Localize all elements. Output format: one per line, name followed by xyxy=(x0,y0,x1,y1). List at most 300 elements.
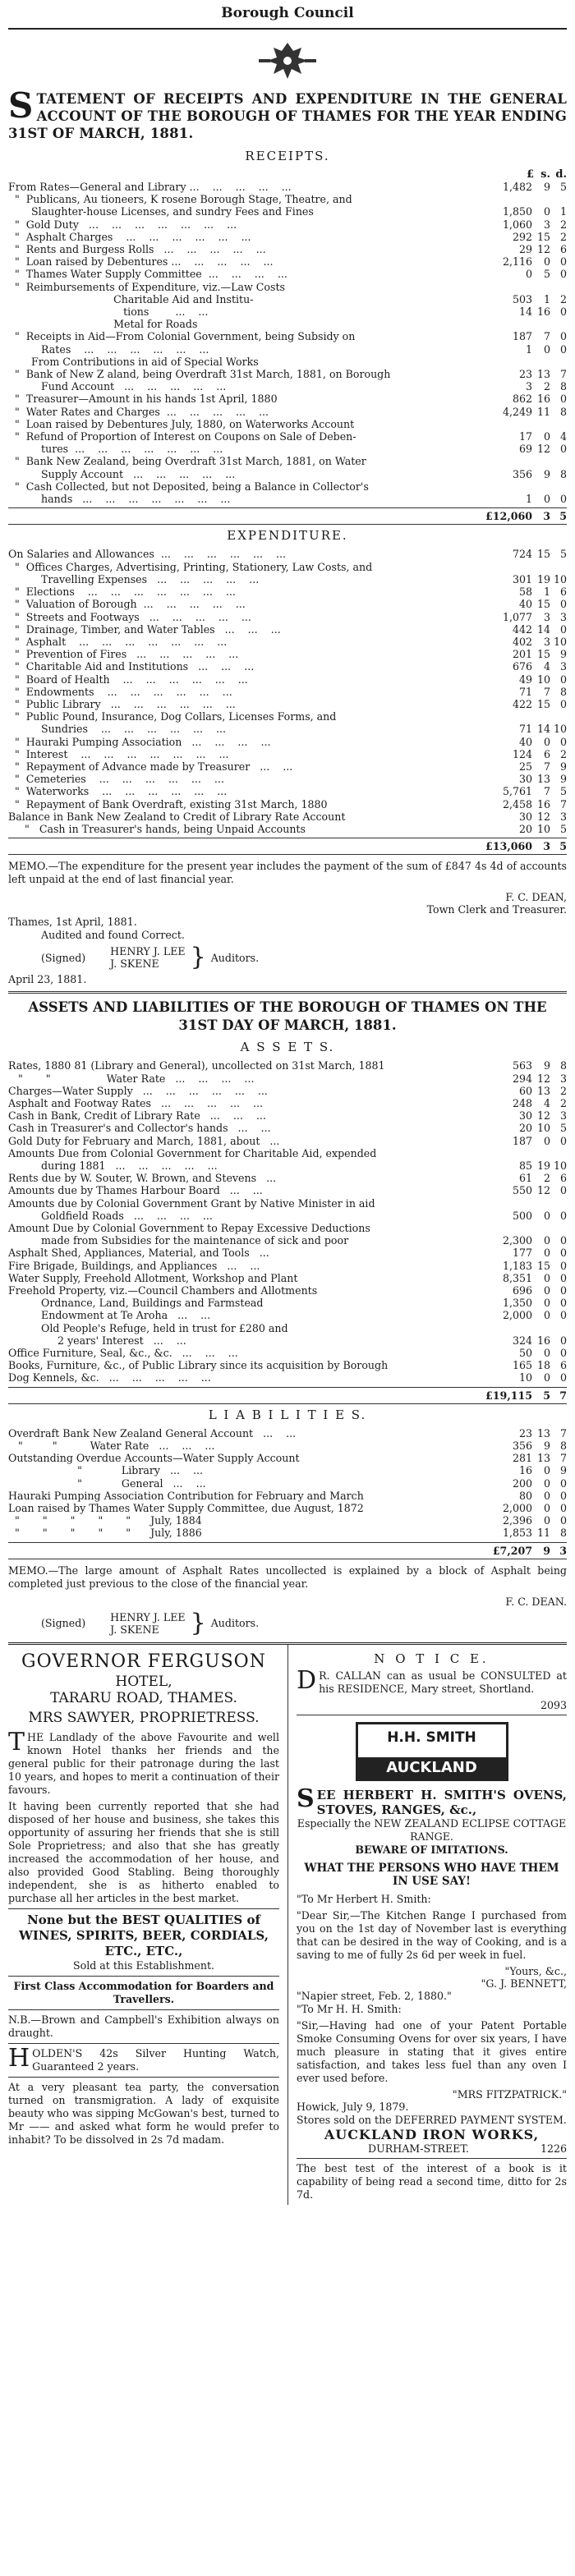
watch-ad: HOLDEN'S 42s Silver Hunting Watch, Guaranteed 2 years. xyxy=(8,2043,279,2073)
row-pence: 0 xyxy=(559,697,567,710)
row-label: Asphalt and Footway Rates ... ... ... ... ... xyxy=(8,1096,264,1109)
row-label: " Asphalt Charges ... ... ... ... ... ... xyxy=(8,230,251,243)
hotel-nb: N.B.—Brown and Campbell's Exhibition always on draught. xyxy=(8,2013,279,2039)
row-label: " Water Rates and Charges ... ... ... ... ... xyxy=(8,405,269,418)
row-shillings: 0 xyxy=(543,1489,550,1502)
row-pence xyxy=(550,318,567,330)
asset-row xyxy=(8,1297,567,1309)
row-pence xyxy=(550,418,567,430)
row-label: " Asphalt ... ... ... ... ... ... ... xyxy=(8,635,228,648)
receipt-row xyxy=(8,443,567,455)
row-pounds: 8,351 xyxy=(502,1271,532,1284)
row-shillings: 7 xyxy=(543,785,550,798)
column-headers xyxy=(8,168,567,181)
row-label: " Board of Health ... ... ... ... ... ... xyxy=(8,673,248,686)
row-pence: 9 xyxy=(559,648,567,661)
asset-row xyxy=(8,1122,567,1134)
row-pence: 0 xyxy=(559,1271,567,1284)
row-pounds: 422 xyxy=(512,697,532,710)
row-pounds: 80 xyxy=(518,1489,532,1502)
row-pence: 7 xyxy=(559,368,567,381)
row-pounds: 200 xyxy=(512,1476,532,1490)
testimonial-text: "Sir,—Having had one of your Patent Portable Smoke Consuming Ovens for over six years, I have much pleasure in stating that it gives entire satisfaction, and takes less fuel than any oven I ever used before. xyxy=(297,2018,567,2084)
row-shillings: 9 xyxy=(543,181,550,193)
row-pounds: 2,300 xyxy=(502,1234,532,1247)
row-shillings xyxy=(532,561,550,573)
expenditure-row xyxy=(8,611,567,623)
row-pounds: 23 xyxy=(518,368,532,381)
row-pence: 5 xyxy=(559,785,567,798)
col-pence: d. xyxy=(555,168,567,181)
row-label: Office Furniture, Seal, &c., &c. ... ... ... xyxy=(8,1347,238,1360)
row-shillings: 0 xyxy=(543,430,550,443)
row-label: Metal for Roads xyxy=(8,318,198,331)
col-pounds: £ xyxy=(526,168,534,181)
row-label: " Waterworks ... ... ... ... ... ... xyxy=(8,785,228,798)
row-pounds: 58 xyxy=(518,585,532,599)
row-label: " Offices Charges, Advertising, Printing, Stationery, Law Costs, and xyxy=(8,560,373,573)
row-pounds: 29 xyxy=(518,243,532,256)
row-shillings: 3 xyxy=(543,610,550,623)
row-shillings: 15 xyxy=(536,697,550,710)
row-shillings xyxy=(532,1147,550,1159)
row-pence: 3 xyxy=(559,1109,567,1123)
row-pence: 8 xyxy=(559,685,567,698)
expenditure-row xyxy=(8,561,567,573)
row-label: " Public Library ... ... ... ... ... ... xyxy=(8,697,236,710)
row-shillings: 0 xyxy=(543,1464,550,1477)
row-pounds: 30 xyxy=(518,810,532,823)
row-shillings: 13 xyxy=(536,773,550,786)
testimonial-address: Howick, July 9, 1879. xyxy=(297,2100,409,2113)
row-pence: 0 xyxy=(559,1259,567,1272)
row-pounds xyxy=(485,710,532,723)
row-shillings xyxy=(532,281,550,293)
asset-row xyxy=(8,1135,567,1147)
row-pence xyxy=(550,561,567,573)
row-pounds: 563 xyxy=(512,1059,532,1072)
row-label: " Prevention of Fires ... ... ... ... ... xyxy=(8,648,239,661)
row-pence: 0 xyxy=(559,255,567,269)
row-shillings: 15 xyxy=(536,1259,550,1272)
asset-row xyxy=(8,1097,567,1109)
row-pence xyxy=(550,1322,567,1334)
row-pence: 10 xyxy=(553,635,567,648)
expenditure-row xyxy=(8,823,567,835)
receipt-row xyxy=(8,305,567,318)
row-shillings: 11 xyxy=(536,405,550,418)
row-shillings xyxy=(532,1222,550,1234)
row-pounds: 2,396 xyxy=(502,1514,532,1527)
testimonial-text: "Dear Sir,—The Kitchen Range I purchased from you on the 1st day of November last is everything that can be desired in the way of Cooking, and is a saving to me of fully 2s 6d per week in fuel. xyxy=(297,1908,567,1961)
row-pounds: 60 xyxy=(518,1084,532,1097)
expenditure-row xyxy=(8,585,567,598)
row-pounds: 4,249 xyxy=(502,405,532,418)
row-shillings: 0 xyxy=(543,1297,550,1310)
row-pounds xyxy=(485,418,532,430)
row-pence: 7 xyxy=(559,797,567,810)
row-shillings: 7 xyxy=(543,760,550,773)
row-pounds: 201 xyxy=(512,648,532,661)
row-label: " Charitable Aid and Institutions ... ... ... xyxy=(8,660,255,673)
row-pounds: 724 xyxy=(512,548,532,561)
row-shillings: 12 xyxy=(536,810,550,823)
asset-row xyxy=(8,1172,567,1184)
liability-row xyxy=(8,1427,567,1440)
row-pounds xyxy=(485,1222,532,1234)
row-pounds: 301 xyxy=(512,572,532,585)
row-pounds: 1,060 xyxy=(502,218,532,231)
row-label: " " Water Rate ... ... ... xyxy=(8,1440,215,1453)
row-pounds: 20 xyxy=(518,822,532,835)
asset-row xyxy=(8,1222,567,1234)
row-shillings: 11 xyxy=(536,1527,550,1540)
liability-row xyxy=(8,1440,567,1452)
row-pounds: 187 xyxy=(512,330,532,343)
auditors-signature: (Signed) HENRY J. LEE J. SKENE } Auditors. xyxy=(41,1608,260,1637)
row-pence: 6 xyxy=(559,243,567,256)
row-pounds: 50 xyxy=(518,1347,532,1360)
row-pence: 0 xyxy=(559,1134,567,1147)
row-pence: 8 xyxy=(559,1440,567,1453)
row-pounds xyxy=(485,1147,532,1159)
row-label: 2 years' Interest ... ... xyxy=(8,1334,186,1347)
row-label: " Streets and Footways ... ... ... ... ... xyxy=(8,610,251,623)
testimonial-to: "To Mr H. H. Smith: xyxy=(297,2002,402,2015)
row-pence: 0 xyxy=(559,342,567,356)
row-shillings: 0 xyxy=(543,255,550,269)
asset-row xyxy=(8,1147,567,1159)
logo-city: AUCKLAND xyxy=(358,1757,506,1779)
row-pence: 10 xyxy=(553,572,567,585)
row-shillings: 19 xyxy=(536,1159,550,1172)
receipt-row xyxy=(8,418,567,430)
receipt-row xyxy=(8,243,567,255)
row-pence xyxy=(550,193,567,205)
hotel-word: HOTEL, xyxy=(115,1673,172,1690)
row-pounds: 2,000 xyxy=(502,1309,532,1322)
row-pounds xyxy=(485,480,532,493)
testimonial-yours: "Yours, &c., xyxy=(504,1964,567,1977)
row-pounds: 0 xyxy=(525,268,532,281)
row-label: " Drainage, Timber, and Water Tables ... ... ... xyxy=(8,622,281,636)
row-shillings: 1 xyxy=(543,585,550,599)
row-shillings xyxy=(532,455,550,467)
row-pence: 6 xyxy=(559,585,567,599)
row-label: " Thames Water Supply Committee ... ... ... ... xyxy=(8,268,288,281)
row-pence: 0 xyxy=(559,1209,567,1222)
row-pence: 10 xyxy=(553,723,567,736)
row-pounds: 2,116 xyxy=(502,255,532,269)
asset-row xyxy=(8,1260,567,1272)
row-pence: 4 xyxy=(559,430,567,443)
receipt-row xyxy=(8,406,567,418)
clerk-name: F. C. DEAN. xyxy=(505,1595,567,1608)
smith-logo xyxy=(356,1722,508,1781)
row-label: Endowment at Te Aroha ... ... xyxy=(8,1309,211,1322)
asset-row xyxy=(8,1272,567,1284)
row-shillings xyxy=(532,480,550,493)
testimonial-to: "To Mr Herbert H. Smith: xyxy=(297,1892,431,1905)
row-shillings xyxy=(532,418,550,430)
liability-row xyxy=(8,1514,567,1527)
row-shillings: 0 xyxy=(543,342,550,356)
row-pence xyxy=(550,455,567,467)
liabilities-total: £7,207 9 3 xyxy=(8,1542,567,1559)
row-shillings: 15 xyxy=(536,548,550,561)
row-shillings: 4 xyxy=(543,1096,550,1109)
memo-asphalt: MEMO.—The large amount of Asphalt Rates uncollected is explained by a block of Asphalt being completed just previous to the close of the financial year. xyxy=(8,1564,567,1590)
row-label: Travelling Expenses ... ... ... ... ... xyxy=(8,572,260,585)
iron-works: AUCKLAND IRON WORKS, xyxy=(324,2126,540,2142)
row-pence xyxy=(550,281,567,293)
row-pence: 10 xyxy=(553,1159,567,1172)
auditors-label: Auditors. xyxy=(210,951,260,964)
row-label: Fire Brigade, Buildings, and Appliances ... ... xyxy=(8,1259,260,1272)
asset-row xyxy=(8,1184,567,1196)
expenditure-row xyxy=(8,736,567,748)
row-shillings: 19 xyxy=(536,572,550,585)
expenditure-row xyxy=(8,723,567,735)
row-shillings: 16 xyxy=(536,1334,550,1347)
row-pence: 7 xyxy=(559,1452,567,1465)
row-label: From Rates—General and Library ... ... ... ... ... xyxy=(8,181,292,193)
asset-row xyxy=(8,1085,567,1097)
hotel-ad xyxy=(8,1645,288,2205)
row-label: " Reimbursements of Expenditure, viz.—Law Costs xyxy=(8,280,285,293)
row-label: " Cash in Treasurer's hands, being Unpaid Accounts xyxy=(8,822,306,835)
liability-row xyxy=(8,1477,567,1490)
row-pence: 0 xyxy=(559,622,567,636)
row-shillings: 12 xyxy=(536,1184,550,1197)
row-shillings: 12 xyxy=(536,443,550,456)
row-pounds: 248 xyxy=(512,1096,532,1109)
row-label: Goldfield Roads ... ... ... ... xyxy=(8,1209,213,1222)
row-pence: 5 xyxy=(559,822,567,835)
liability-row xyxy=(8,1502,567,1514)
row-shillings: 16 xyxy=(536,393,550,406)
receipt-row xyxy=(8,205,567,218)
receipts-table xyxy=(8,181,567,505)
smith-what: WHAT THE PERSONS WHO HAVE THEM IN USE SAY! xyxy=(304,1861,559,1888)
borough-crest-icon xyxy=(242,36,333,85)
row-pounds: 500 xyxy=(512,1209,532,1222)
expenditure-row xyxy=(8,760,567,773)
expenditure-table xyxy=(8,548,567,835)
row-label: " Public Pound, Insurance, Dog Collars, Licenses Forms, and xyxy=(8,710,337,723)
row-pounds: 442 xyxy=(512,622,532,636)
row-pounds: 30 xyxy=(518,1109,532,1123)
row-pence: 0 xyxy=(559,735,567,748)
row-label: Slaughter-house Licenses, and sundry Fees and Fines xyxy=(8,205,314,218)
testimonial-name: "G. J. BENNETT, xyxy=(481,1977,567,1990)
row-label: " Elections ... ... ... ... ... ... ... xyxy=(8,585,236,599)
row-shillings: 0 xyxy=(543,493,550,506)
row-pence: 5 xyxy=(559,548,567,561)
asset-row xyxy=(8,1210,567,1222)
row-shillings: 13 xyxy=(536,1426,550,1440)
row-pence: 0 xyxy=(559,1284,567,1297)
asset-row xyxy=(8,1197,567,1210)
row-pence xyxy=(550,1147,567,1159)
expenditure-total: £13,060 3 5 xyxy=(8,838,567,855)
row-pounds: 2,458 xyxy=(502,797,532,810)
assets-table xyxy=(8,1059,567,1384)
row-pence: 1 xyxy=(559,205,567,218)
auditor-name: J. SKENE xyxy=(110,957,159,971)
assets-heading: ASSETS AND LIABILITIES OF THE BOROUGH OF THAMES ON THE 31ST DAY OF MARCH, 1881. xyxy=(28,999,547,1034)
row-pounds: 85 xyxy=(518,1159,532,1172)
row-shillings: 0 xyxy=(543,205,550,218)
row-label: " " " " " July, 1886 xyxy=(8,1527,202,1540)
receipt-row xyxy=(8,181,567,193)
clerk-title: Town Clerk and Treasurer. xyxy=(426,903,567,916)
tea-ad: At a very pleasant tea party, the conversation turned on transmigration. A lady of exquisite beauty who was sipping McGowan's best, turned to Mr —— and asked what form he would prefer to inhabit? To be dissolved in 2s 7d madam. xyxy=(8,2080,279,2146)
row-shillings: 12 xyxy=(536,243,550,256)
row-pence: 3 xyxy=(559,1072,567,1085)
hotel-para: THE Landlady of the above Favourite and well known Hotel thanks her friends and the general public for their patronage during the last 10 years, and hopes to merit a continuation of their favours. xyxy=(8,1727,279,1796)
expenditure-row xyxy=(8,710,567,723)
row-pounds: 61 xyxy=(518,1172,532,1185)
row-pence: 0 xyxy=(559,393,567,406)
hotel-name: GOVERNOR FERGUSON xyxy=(21,1651,266,1672)
row-pence: 9 xyxy=(559,773,567,786)
row-shillings: 14 xyxy=(536,622,550,636)
logo-name: H.H. SMITH xyxy=(387,1729,476,1746)
row-label: Dog Kennels, &c. ... ... ... ... ... xyxy=(8,1371,211,1384)
row-label: during 1881 ... ... ... ... ... xyxy=(8,1159,218,1172)
liabilities-table xyxy=(8,1427,567,1540)
row-shillings: 1 xyxy=(543,292,550,305)
row-label: " Bank New Zealand, being Overdraft 31st March, 1881, on Water xyxy=(8,455,366,468)
iron-number: 1226 xyxy=(540,2142,567,2155)
row-shillings: 7 xyxy=(543,685,550,698)
row-pence: 0 xyxy=(559,268,567,281)
row-pence: 2 xyxy=(559,230,567,243)
row-pence: 8 xyxy=(559,380,567,393)
row-pounds: 1,077 xyxy=(502,610,532,623)
row-label: " Interest ... ... ... ... ... ... ... xyxy=(8,747,229,760)
row-label: Cash in Treasurer's and Collector's hands ... ... xyxy=(8,1122,271,1135)
row-label: Ordnance, Land, Buildings and Farmstead xyxy=(8,1297,264,1310)
asset-row xyxy=(8,1059,567,1072)
asset-row xyxy=(8,1309,567,1321)
row-shillings: 16 xyxy=(536,797,550,810)
hotel-road: TARARU ROAD, THAMES. xyxy=(50,1689,237,1706)
receipt-row xyxy=(8,468,567,480)
assets-total: £19,115 5 7 xyxy=(8,1387,567,1404)
row-pounds xyxy=(485,318,532,330)
row-shillings: 0 xyxy=(543,1502,550,1515)
row-shillings xyxy=(532,710,550,723)
row-pounds: 356 xyxy=(512,467,532,480)
clerk-name: F. C. DEAN, xyxy=(505,891,567,904)
auditor-name: J. SKENE xyxy=(110,1623,159,1636)
row-pounds: 281 xyxy=(512,1452,532,1465)
row-pence: 2 xyxy=(559,747,567,760)
row-pence: 5 xyxy=(559,181,567,193)
row-label: " Refund of Proportion of Interest on Coupons on Sale of Deben- xyxy=(8,430,356,443)
row-label: " Bank of New Z aland, being Overdraft 31st March, 1881, on Borough xyxy=(8,368,391,381)
row-label: From Contributions in aid of Special Works xyxy=(8,355,259,368)
row-pence: 2 xyxy=(559,1084,567,1097)
expenditure-row xyxy=(8,798,567,810)
row-label: " Valuation of Borough ... ... ... ... ... xyxy=(8,598,246,611)
row-shillings: 9 xyxy=(543,467,550,480)
row-shillings: 10 xyxy=(536,822,550,835)
row-pounds: 676 xyxy=(512,660,532,673)
row-label: " Library ... ... xyxy=(8,1464,204,1477)
row-shillings: 3 xyxy=(543,218,550,231)
row-pounds: 503 xyxy=(512,292,532,305)
row-pounds xyxy=(485,1197,532,1210)
row-pence: 3 xyxy=(559,810,567,823)
row-pounds: 20 xyxy=(518,1122,532,1135)
row-label: Balance in Bank New Zealand to Credit of Library Rate Account xyxy=(8,810,346,823)
row-label: Rates, 1880 81 (Library and General), uncollected on 31st March, 1881 xyxy=(8,1059,385,1072)
liability-row xyxy=(8,1490,567,1502)
liabilities-title: L I A B I L I T I E S. xyxy=(208,1407,367,1422)
row-pounds xyxy=(485,281,532,293)
auditors-label: Auditors. xyxy=(210,1617,260,1630)
row-pounds: 187 xyxy=(512,1134,532,1147)
receipt-row xyxy=(8,268,567,280)
hotel-para: It having been currently reported that she had disposed of her house and business, she takes this opportunity of assuring her friends that she is still Sole Proprietress; and also that she has greatly increased the accommodation of her house, and also provided Good Stabling. Being thoroughly independent, she is as hitherto enabled to purchase all her articles in the best market. xyxy=(8,1799,279,1904)
row-pounds xyxy=(485,356,532,368)
row-label: Books, Furniture, &c., of Public Library since its acquisition by Borough xyxy=(8,1359,389,1372)
receipt-row xyxy=(8,356,567,368)
expenditure-row xyxy=(8,660,567,673)
smith-beware: BEWARE OF IMITATIONS. xyxy=(355,1843,508,1856)
row-shillings: 0 xyxy=(543,1234,550,1247)
row-label: made from Subsidies for the maintenance of sick and poor xyxy=(8,1234,349,1247)
receipt-row xyxy=(8,218,567,231)
row-label: " Loan raised by Debentures ... ... ... ... ... xyxy=(8,255,274,269)
row-pounds: 124 xyxy=(512,747,532,760)
row-label: Loan raised by Thames Water Supply Committee, due August, 1872 xyxy=(8,1502,364,1515)
row-pounds xyxy=(485,455,532,467)
row-pounds: 696 xyxy=(512,1284,532,1297)
row-pounds: 165 xyxy=(512,1359,532,1372)
row-pounds: 69 xyxy=(518,443,532,456)
row-label: " Cemeteries ... ... ... ... ... ... xyxy=(8,773,224,786)
auditor-name: HENRY J. LEE xyxy=(110,1610,186,1623)
row-label: " Receipts in Aid—From Colonial Government, being Subsidy on xyxy=(8,330,356,343)
expenditure-row xyxy=(8,785,567,797)
row-label: " " Water Rate ... ... ... ... xyxy=(8,1072,255,1085)
row-pence: 0 xyxy=(559,1502,567,1515)
row-label: Water Supply, Freehold Allotment, Workshop and Plant xyxy=(8,1271,298,1284)
row-shillings xyxy=(532,318,550,330)
row-shillings xyxy=(532,193,550,205)
row-shillings: 13 xyxy=(536,368,550,381)
receipt-row xyxy=(8,193,567,205)
iron-street-line xyxy=(297,2142,567,2155)
row-shillings: 0 xyxy=(543,1371,550,1384)
asset-row xyxy=(8,1234,567,1247)
row-shillings: 0 xyxy=(543,1284,550,1297)
row-pounds: 71 xyxy=(518,723,532,736)
row-shillings: 0 xyxy=(543,1247,550,1260)
row-label: " General ... ... xyxy=(8,1476,206,1490)
expenditure-row xyxy=(8,748,567,760)
row-shillings: 9 xyxy=(543,1440,550,1453)
row-pence: 0 xyxy=(559,1476,567,1490)
row-pounds: 14 xyxy=(518,305,532,319)
row-pounds: 1,850 xyxy=(502,205,532,218)
receipt-row xyxy=(8,343,567,356)
row-pence xyxy=(550,356,567,368)
